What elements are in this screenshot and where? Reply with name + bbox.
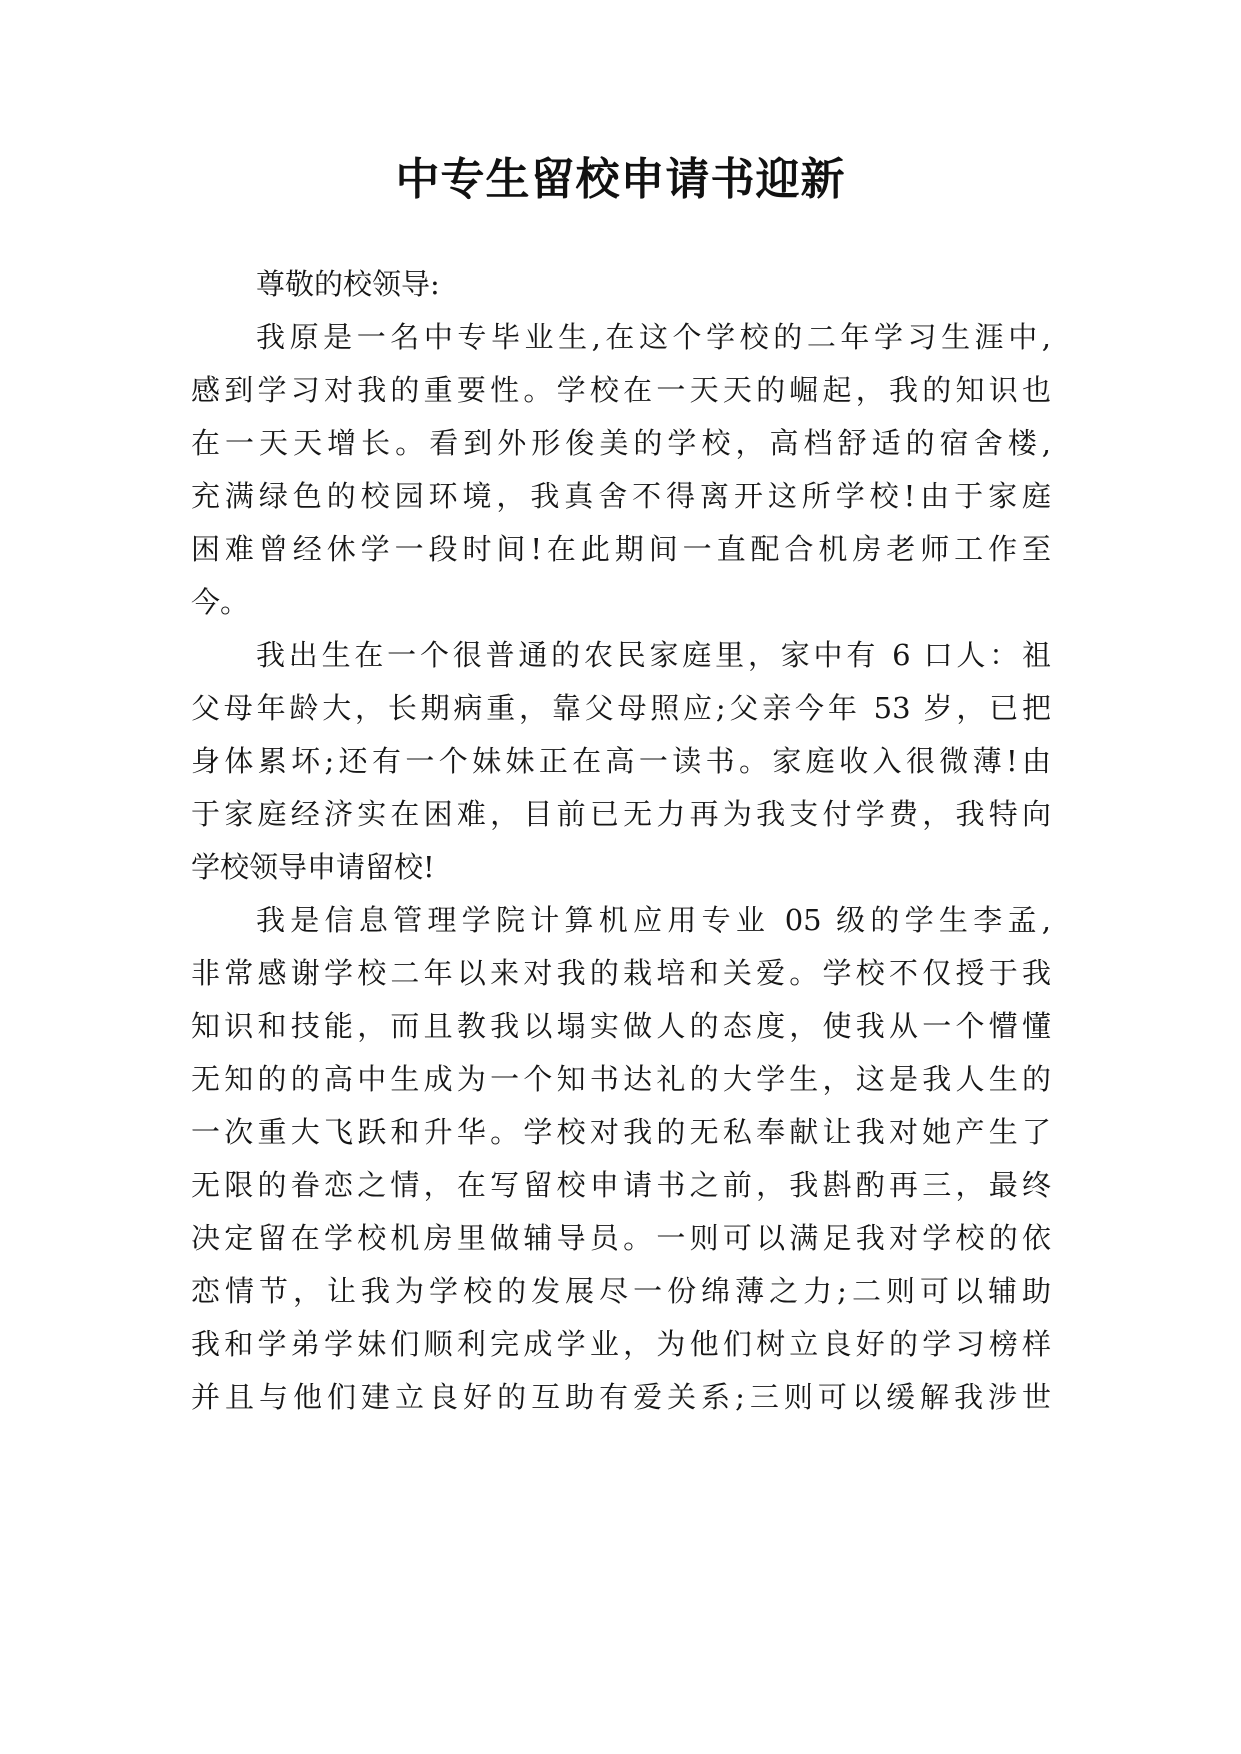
body-line: 身体累坏;还有一个妹妹正在高一读书。家庭收入很微薄!由 [191, 744, 1051, 778]
body-line: 决定留在学校机房里做辅导员。一则可以满足我对学校的依 [191, 1221, 1051, 1255]
salutation-line: 尊敬的校领导: [256, 267, 440, 301]
body-line: 我出生在一个很普通的农民家庭里，家中有 6 口人：祖 [256, 638, 1051, 672]
body-line: 我是信息管理学院计算机应用专业 05 级的学生李孟, [256, 903, 1051, 937]
body-line: 学校领导申请留校! [191, 850, 435, 884]
body-line: 无限的眷恋之情，在写留校申请书之前，我斟酌再三，最终 [191, 1168, 1051, 1202]
body-line: 困难曾经休学一段时间!在此期间一直配合机房老师工作至 [191, 532, 1051, 566]
body-line: 无知的的高中生成为一个知书达礼的大学生，这是我人生的 [191, 1062, 1051, 1096]
body-line: 知识和技能，而且教我以塌实做人的态度，使我从一个懵懂 [191, 1009, 1051, 1043]
body-line: 今。 [191, 585, 250, 619]
body-line: 我原是一名中专毕业生,在这个学校的二年学习生涯中, [256, 320, 1051, 354]
body-line: 在一天天增长。看到外形俊美的学校，高档舒适的宿舍楼, [191, 426, 1051, 460]
body-line: 恋情节，让我为学校的发展尽一份绵薄之力;二则可以辅助 [191, 1274, 1051, 1308]
body-line: 感到学习对我的重要性。学校在一天天的崛起，我的知识也 [191, 373, 1051, 407]
body-line: 充满绿色的校园环境，我真舍不得离开这所学校!由于家庭 [191, 479, 1051, 513]
body-line: 一次重大飞跃和升华。学校对我的无私奉献让我对她产生了 [191, 1115, 1051, 1149]
body-line: 并且与他们建立良好的互助有爱关系;三则可以缓解我涉世 [191, 1380, 1051, 1414]
body-line: 于家庭经济实在困难，目前已无力再为我支付学费，我特向 [191, 797, 1051, 831]
body-line: 父母年龄大，长期病重，靠父母照应;父亲今年 53 岁，已把 [191, 691, 1051, 725]
body-line: 非常感谢学校二年以来对我的栽培和关爱。学校不仅授于我 [191, 956, 1051, 990]
body-line: 我和学弟学妹们顺利完成学业，为他们树立良好的学习榜样 [191, 1327, 1051, 1361]
document-title: 中专生留校申请书迎新 [395, 154, 846, 205]
